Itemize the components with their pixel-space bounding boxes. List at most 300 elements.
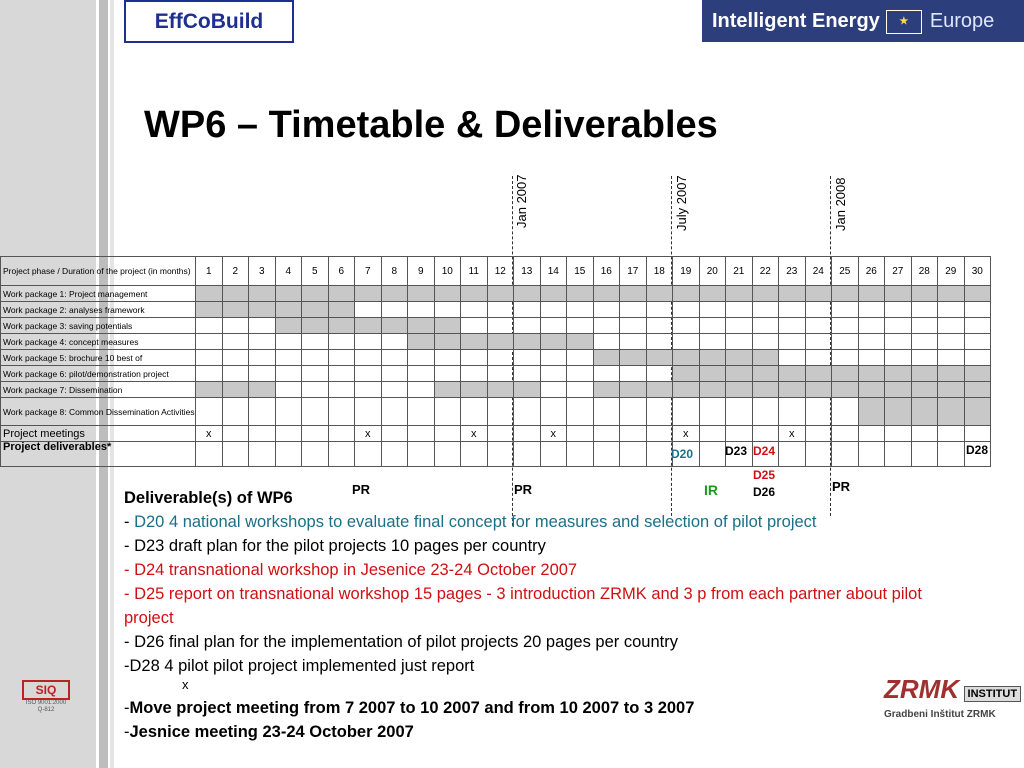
gantt-row-label: Work package 7: Dissemination: [1, 382, 196, 398]
month-header: 15: [567, 257, 594, 286]
gantt-cell: [302, 350, 329, 366]
gantt-cell: [514, 302, 541, 318]
gantt-cell-active: [673, 350, 700, 366]
gantt-cell: [567, 302, 594, 318]
gantt-cell: [646, 398, 673, 426]
month-header: 25: [832, 257, 859, 286]
month-header: 10: [434, 257, 461, 286]
gantt-cell-active: [302, 286, 329, 302]
gantt-cell: [726, 318, 753, 334]
gantt-cell: [275, 442, 302, 467]
gantt-cell: [434, 398, 461, 426]
gantt-cell: [302, 334, 329, 350]
zrmk-institut-label: INSTITUT: [964, 686, 1022, 702]
gantt-cell-active: [620, 382, 647, 398]
gantt-cell: [885, 442, 912, 467]
month-header: 12: [487, 257, 514, 286]
gantt-cell-active: [858, 286, 885, 302]
gantt-cell-active: [779, 382, 806, 398]
gantt-cell: [620, 334, 647, 350]
gantt-cell: [911, 426, 938, 442]
gantt-cell: [593, 334, 620, 350]
gantt-cell-active: [805, 382, 832, 398]
gantt-cell: [487, 442, 514, 467]
gantt-row: [1, 442, 991, 467]
gantt-cell: [487, 350, 514, 366]
banner-europe: Europe: [929, 10, 995, 32]
deliverables-text: [124, 486, 974, 744]
gantt-cell-active: [673, 286, 700, 302]
gantt-cell-active: [222, 286, 249, 302]
gantt-cell-active: [249, 382, 276, 398]
gantt-cell: [964, 318, 991, 334]
gantt-cell: [514, 350, 541, 366]
gantt-cell: [328, 426, 355, 442]
gantt-cell: [752, 398, 779, 426]
gantt-cell-active: [567, 334, 594, 350]
gantt-cell: [196, 318, 223, 334]
month-header: 5: [302, 257, 329, 286]
meeting-mark: x: [779, 426, 806, 442]
gantt-cell-active: [964, 366, 991, 382]
gantt-cell: [461, 318, 488, 334]
month-header: 16: [593, 257, 620, 286]
gantt-cell: [726, 302, 753, 318]
meeting-mark: x: [196, 426, 223, 442]
gantt-cell: [222, 350, 249, 366]
gantt-cell: [779, 302, 806, 318]
gantt-cell: [911, 350, 938, 366]
gantt-cell: [964, 426, 991, 442]
gantt-cell: [673, 318, 700, 334]
gantt-cell-active: [328, 286, 355, 302]
month-header: 17: [620, 257, 647, 286]
gantt-cell-active: [938, 382, 965, 398]
gantt-cell-active: [461, 334, 488, 350]
gantt-cell: [328, 382, 355, 398]
gantt-cell-active: [620, 350, 647, 366]
banner-text: Intelligent Energy: [712, 10, 880, 32]
gantt-cell: [249, 366, 276, 382]
gantt-cell-active: [461, 382, 488, 398]
gantt-cell: [249, 442, 276, 467]
gantt-cell-active: [832, 366, 859, 382]
gantt-cell-active: [673, 366, 700, 382]
gantt-cell: [408, 366, 435, 382]
gantt-cell: [408, 382, 435, 398]
gantt-cell-active: [196, 382, 223, 398]
gantt-cell: [699, 302, 726, 318]
gantt-cell: [593, 302, 620, 318]
gantt-cell: [408, 302, 435, 318]
gantt-cell: [805, 442, 832, 467]
gantt-cell-active: [752, 286, 779, 302]
gantt-cell: [779, 334, 806, 350]
gantt-cell-active: [699, 382, 726, 398]
gantt-cell: [885, 426, 912, 442]
gantt-cell-active: [858, 366, 885, 382]
gantt-cell: [593, 426, 620, 442]
gantt-cell: [540, 442, 567, 467]
gantt-cell: [726, 426, 753, 442]
gantt-cell: [567, 426, 594, 442]
month-header: 14: [540, 257, 567, 286]
gantt-cell-active: [646, 382, 673, 398]
gantt-cell: [514, 426, 541, 442]
gantt-cell: [487, 398, 514, 426]
gantt-row-label: Project deliverables*: [1, 442, 196, 467]
gantt-cell: [779, 350, 806, 366]
gantt-row-label: Work package 2: analyses framework: [1, 302, 196, 318]
gantt-cell-active: [249, 302, 276, 318]
month-header: 13: [514, 257, 541, 286]
gantt-cell: [726, 334, 753, 350]
gantt-cell-active: [938, 366, 965, 382]
intelligent-energy-banner: [702, 0, 1024, 42]
month-header: 21: [726, 257, 753, 286]
gantt-cell-active: [593, 286, 620, 302]
gantt-cell: [646, 334, 673, 350]
gantt-cell-active: [858, 382, 885, 398]
gantt-cell-active: [302, 318, 329, 334]
gantt-cell: [222, 426, 249, 442]
gantt-cell: [832, 334, 859, 350]
mark-d28: D28: [966, 443, 989, 457]
gantt-cell: [593, 318, 620, 334]
gantt-cell: [196, 442, 223, 467]
gantt-cell: [911, 302, 938, 318]
siq-caption-2: Q-812: [37, 707, 55, 713]
gantt-row: [1, 382, 991, 398]
gantt-cell-active: [381, 286, 408, 302]
timetable-gantt: [0, 256, 991, 467]
gantt-cell: [567, 350, 594, 366]
gantt-cell: [646, 442, 673, 467]
gantt-cell-active: [964, 398, 991, 426]
gantt-cell-active: [726, 366, 753, 382]
month-header: 26: [858, 257, 885, 286]
gantt-cell: [832, 426, 859, 442]
gantt-cell-active: [938, 286, 965, 302]
gantt-cell: [752, 302, 779, 318]
gantt-cell: [514, 442, 541, 467]
gantt-row: [1, 426, 991, 442]
gantt-cell-active: [726, 350, 753, 366]
gantt-cell-active: [302, 302, 329, 318]
note-move-meeting: -Move project meeting from 7 2007 to 10 2007 and from 10 2007 to 3 2007: [124, 699, 695, 717]
gantt-cell: [673, 302, 700, 318]
gantt-cell: [620, 442, 647, 467]
gantt-cell-active: [911, 366, 938, 382]
gantt-row: [1, 366, 991, 382]
month-header: 24: [805, 257, 832, 286]
gantt-cell: [275, 350, 302, 366]
month-header: 23: [779, 257, 806, 286]
gantt-cell: [222, 398, 249, 426]
gantt-cell: [487, 426, 514, 442]
gantt-cell: [752, 426, 779, 442]
gantt-cell: [885, 350, 912, 366]
mark-pr-1: PR: [352, 482, 371, 497]
gantt-cell: [779, 442, 806, 467]
gantt-cell: [911, 442, 938, 467]
mark-d20: D20: [671, 447, 694, 461]
gantt-cell-active: [328, 302, 355, 318]
gantt-cell: [275, 334, 302, 350]
mark-d25: D25: [753, 468, 776, 482]
gantt-cell-active: [858, 398, 885, 426]
gantt-cell: [408, 398, 435, 426]
gantt-cell-active: [699, 366, 726, 382]
gantt-cell-active: [567, 286, 594, 302]
gantt-cell: [540, 350, 567, 366]
gantt-cell: [461, 442, 488, 467]
gantt-cell: [646, 366, 673, 382]
gantt-cell: [408, 442, 435, 467]
gantt-cell: [752, 334, 779, 350]
meeting-mark: x: [540, 426, 567, 442]
month-header: 7: [355, 257, 382, 286]
gantt-cell: [196, 334, 223, 350]
deliverable-line-d26: - D26 final plan for the implementation of pilot projects 20 pages per country: [124, 633, 678, 651]
gantt-row: [1, 318, 991, 334]
gantt-cell-active: [779, 366, 806, 382]
gantt-cell: [355, 302, 382, 318]
gantt-cell: [302, 398, 329, 426]
gantt-cell: [620, 398, 647, 426]
milestone-july-2007: July 2007: [674, 175, 689, 231]
gantt-cell-active: [540, 334, 567, 350]
gantt-cell-active: [620, 286, 647, 302]
gantt-cell: [434, 426, 461, 442]
gantt-cell: [779, 318, 806, 334]
gantt-cell: [249, 318, 276, 334]
gantt-cell: [646, 302, 673, 318]
gantt-cell: [699, 426, 726, 442]
gantt-cell: [938, 302, 965, 318]
gantt-cell-active: [911, 286, 938, 302]
gantt-cell-active: [885, 366, 912, 382]
gantt-cell-active: [275, 286, 302, 302]
gantt-cell: [302, 426, 329, 442]
gantt-cell-active: [593, 350, 620, 366]
gantt-cell: [408, 350, 435, 366]
gantt-cell: [938, 350, 965, 366]
mark-pr-2: PR: [514, 482, 533, 497]
gantt-cell: [355, 334, 382, 350]
gantt-cell: [328, 398, 355, 426]
effcobuild-logo: EffCoBuild: [124, 0, 294, 43]
gantt-cell: [646, 426, 673, 442]
gantt-cell: [381, 426, 408, 442]
gantt-cell-active: [752, 366, 779, 382]
zrmk-logo: [884, 674, 1024, 720]
gantt-cell: [381, 334, 408, 350]
gantt-cell: [567, 318, 594, 334]
gantt-cell: [355, 398, 382, 426]
gantt-cell-active: [487, 286, 514, 302]
gantt-cell-active: [673, 382, 700, 398]
gantt-cell-active: [964, 286, 991, 302]
gantt-cell: [699, 442, 726, 467]
gantt-cell-active: [540, 286, 567, 302]
month-header: 1: [196, 257, 223, 286]
gantt-cell: [964, 350, 991, 366]
gantt-cell: [540, 302, 567, 318]
gantt-cell-active: [355, 286, 382, 302]
gantt-row-label: Work package 5: brochure 10 best of: [1, 350, 196, 366]
month-header: 19: [673, 257, 700, 286]
gantt-cell: [805, 318, 832, 334]
gantt-cell: [858, 334, 885, 350]
gantt-cell: [355, 350, 382, 366]
gantt-cell-active: [885, 398, 912, 426]
gantt-row: [1, 350, 991, 366]
gantt-cell: [620, 302, 647, 318]
month-header: 28: [911, 257, 938, 286]
gantt-cell: [381, 398, 408, 426]
gantt-cell: [275, 398, 302, 426]
gantt-cell-active: [593, 382, 620, 398]
gantt-cell: [487, 318, 514, 334]
gantt-cell-active: [885, 382, 912, 398]
mark-pr-3: PR: [832, 479, 851, 494]
gantt-cell: [222, 334, 249, 350]
gantt-row: [1, 398, 991, 426]
month-header: 9: [408, 257, 435, 286]
gantt-cell: [249, 350, 276, 366]
gantt-cell-active: [726, 382, 753, 398]
month-header: 6: [328, 257, 355, 286]
gantt-row-label: Work package 1: Project management: [1, 286, 196, 302]
gantt-cell: [938, 318, 965, 334]
gantt-cell: [938, 442, 965, 467]
gantt-cell: [832, 398, 859, 426]
gantt-cell: [858, 350, 885, 366]
gantt-cell: [381, 302, 408, 318]
gantt-cell-active: [911, 382, 938, 398]
gantt-cell: [805, 398, 832, 426]
gantt-cell: [673, 334, 700, 350]
gantt-cell: [302, 382, 329, 398]
gantt-cell: [381, 382, 408, 398]
mark-d26: D26: [753, 485, 776, 499]
gantt-row: [1, 302, 991, 318]
gantt-cell: [514, 366, 541, 382]
gantt-row: [1, 334, 991, 350]
gantt-cell: [858, 426, 885, 442]
gantt-cell: [302, 442, 329, 467]
gantt-cell: [355, 366, 382, 382]
gantt-cell: [699, 334, 726, 350]
gantt-cell: [328, 366, 355, 382]
gantt-cell: [593, 398, 620, 426]
gantt-cell: [328, 334, 355, 350]
gantt-cell: [249, 334, 276, 350]
milestone-jan-2007: Jan 2007: [514, 174, 529, 228]
page-title: WP6 – Timetable & Deliverables: [144, 104, 718, 146]
month-header: 2: [222, 257, 249, 286]
zrmk-name: Gradbeni Inštitut ZRMK: [884, 709, 996, 720]
gantt-cell-active: [752, 382, 779, 398]
gantt-cell: [567, 382, 594, 398]
gantt-cell: [858, 318, 885, 334]
gantt-cell: [540, 382, 567, 398]
meeting-mark: x: [461, 426, 488, 442]
gantt-cell-active: [646, 350, 673, 366]
gantt-cell-active: [805, 286, 832, 302]
gantt-cell: [461, 398, 488, 426]
gantt-cell: [964, 302, 991, 318]
month-header: 20: [699, 257, 726, 286]
gantt-cell: [540, 398, 567, 426]
month-header: 4: [275, 257, 302, 286]
gantt-cell: [540, 318, 567, 334]
gantt-cell-active: [779, 286, 806, 302]
note-jesenice-meeting: -Jesnice meeting 23-24 October 2007: [124, 723, 414, 741]
gantt-cell-active: [434, 318, 461, 334]
gantt-cell-active: [805, 366, 832, 382]
gantt-cell: [699, 398, 726, 426]
gantt-cell: [540, 366, 567, 382]
gantt-cell: [858, 302, 885, 318]
gantt-row-label: Work package 4: concept measures: [1, 334, 196, 350]
gantt-cell: [646, 318, 673, 334]
gantt-cell: [567, 442, 594, 467]
gantt-cell-active: [726, 286, 753, 302]
gantt-cell-active: [355, 318, 382, 334]
siq-logo: [22, 680, 70, 714]
month-header: 11: [461, 257, 488, 286]
gantt-cell: [196, 366, 223, 382]
gantt-cell: [275, 382, 302, 398]
siq-logo-mark: SIQ: [22, 680, 70, 700]
gantt-cell: [514, 318, 541, 334]
eu-flag-icon: ★: [886, 10, 922, 34]
month-header: 27: [885, 257, 912, 286]
mark-d24: D24: [753, 444, 776, 458]
gantt-cell: [461, 366, 488, 382]
gantt-cell-active: [381, 318, 408, 334]
meeting-mark: x: [355, 426, 382, 442]
gantt-cell: [779, 398, 806, 426]
gantt-cell: [461, 350, 488, 366]
gantt-cell: [434, 302, 461, 318]
gantt-cell-active: [434, 334, 461, 350]
mark-ir: IR: [704, 482, 718, 498]
gantt-cell-active: [196, 302, 223, 318]
gantt-cell-active: [832, 382, 859, 398]
stray-x-mark: x: [182, 677, 189, 692]
month-header: 18: [646, 257, 673, 286]
gantt-cell-active: [275, 318, 302, 334]
zrmk-logo-mark: ZRMK: [884, 674, 960, 704]
gantt-cell-active: [196, 286, 223, 302]
gantt-cell: [222, 442, 249, 467]
gantt-cell: [355, 382, 382, 398]
gantt-cell: [249, 398, 276, 426]
gantt-cell: [832, 318, 859, 334]
mark-d23: D23: [725, 444, 748, 458]
gantt-cell-active: [222, 302, 249, 318]
gantt-cell: [275, 366, 302, 382]
gantt-cell-active: [514, 382, 541, 398]
gantt-cell-active: [461, 286, 488, 302]
gantt-cell: [673, 398, 700, 426]
gantt-cell-active: [434, 286, 461, 302]
gantt-cell: [196, 398, 223, 426]
gantt-row-label: Work package 3: saving potentials: [1, 318, 196, 334]
